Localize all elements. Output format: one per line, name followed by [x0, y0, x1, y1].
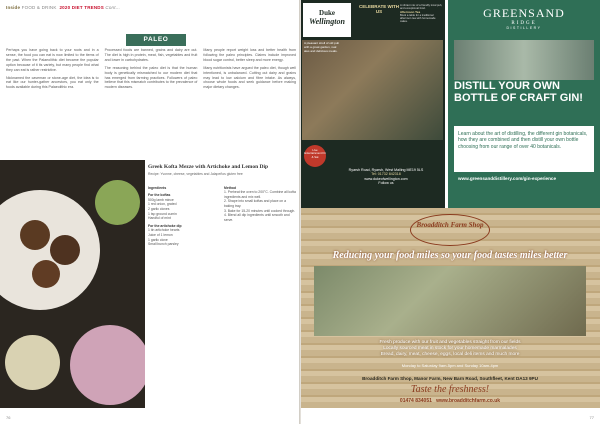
method-step: 4. Blend all dip ingredients until smooth and serve. — [224, 213, 290, 222]
ingredient-item: Small bunch parsley — [148, 242, 179, 247]
gin-website-link[interactable]: www.greensanddistillery.com/gin-experience — [458, 176, 557, 181]
recipe-source: Recipe: Yvonne, cheese, vegetables and Jalapeños gluten free — [148, 172, 243, 177]
herb-bowl — [95, 180, 140, 225]
duke-follow: Follow us — [378, 181, 394, 186]
ingredient-item: 1 red onion, grated — [148, 202, 177, 207]
ingredients-heading: Ingredients — [148, 185, 167, 190]
kofta-shape — [20, 220, 50, 250]
celebrate-heading: CELEBRATE WITH US — [359, 4, 399, 14]
farm-tagline: Taste the freshness! — [410, 384, 490, 395]
article-column-1 — [6, 48, 99, 173]
greensand-logo — [460, 2, 588, 38]
farm-contact — [300, 398, 600, 404]
article-column-2 — [105, 48, 198, 173]
header-year: 2020 — [59, 5, 71, 10]
farm-slogan: Reducing your food miles so your food tastes miles better — [332, 250, 568, 261]
duke-logo-line1: Duke — [319, 9, 335, 17]
recipe-method-column — [224, 183, 296, 247]
ingredient-item: Juice of 1 lemon — [148, 232, 173, 237]
duke-logo — [302, 2, 352, 38]
farm-features-list — [320, 340, 580, 358]
section-name: FOOD & DRINK — [21, 5, 57, 10]
method-step: 1. Preheat the oven to 200°C. Combine all kofta ingredients and mix well. — [224, 190, 296, 199]
farm-website[interactable]: www.broadditchfarm.co.uk — [436, 398, 501, 404]
page-header — [6, 5, 120, 10]
dip-bowl — [5, 335, 60, 390]
farm-feature: Bread, dairy, meat, cheese, eggs, local deli items and much more — [380, 352, 520, 357]
recipe-ingredients-column — [148, 183, 220, 247]
ingredient-item: 1 tin artichoke hearts — [148, 228, 180, 233]
article-paragraph: Perhaps you have going back to your roots and in a sense, the food you can eat is now limited to the items of the past. When the Palaeolithic diet became the popular option because of it its variety, but many people find what they can eat is rather restrictive. — [6, 48, 99, 72]
gin-headline: DISTILL YOUR OWN BOTTLE OF CRAFT GIN! — [454, 80, 583, 104]
article-paragraph: Nicknamed the caveman or stone-age diet, the idea is to eat like our hunter-gather ancestors, you eat only the foods available during this Palaeolithic era. — [6, 75, 99, 90]
duke-website[interactable]: www.dukeofwellington.com — [364, 176, 408, 181]
right-page — [300, 0, 600, 424]
page-number-right: 77 — [589, 415, 594, 420]
farm-feature: Locally sourced meat in stock for your homemade marmalades — [383, 346, 517, 351]
ingredient-item: 500g lamb mince — [148, 197, 174, 202]
dip-subheading: For the artichoke dip — [148, 223, 182, 228]
header-title-suffix: Cont... — [105, 5, 121, 10]
article-paragraph: Processed foods are banned, grains and dairy are out. The diet is high in protein, meat, fish, vegetables and fruit and lower in carbohydrates. — [104, 48, 198, 62]
gin-distillery: DISTILLERY — [506, 26, 542, 30]
farm-phone: 01474 834051 — [399, 398, 432, 404]
duke-description: A vibrant mix of a friendly local pub, and exceptional food. — [400, 4, 443, 11]
ingredient-item: 1 tsp ground cumin — [148, 211, 177, 216]
afternoon-tea-text: Book a table for a traditional afternoon tea with homemade cakes. — [400, 13, 436, 24]
gin-body-text: Learn about the art of distilling, the different gin botanicals, how they are combined and then distill your own bottle choosing from our range of over 40 botanicals. — [454, 126, 594, 172]
duke-phone: Tel: 01732 842318 — [371, 172, 401, 177]
duke-side-text: A pleasant stroll of old pub with a great garden, real ales and delicious meals. — [304, 41, 340, 53]
greensand-ridge-ad — [448, 0, 600, 210]
koftas-subheading: For the koftas — [148, 193, 171, 198]
ingredient-item: Handful of mint — [148, 216, 171, 221]
farm-address: Broadditch Farm Shop, Manor Farm, New Barn Road, Southfleet, Kent DA13 9PU — [362, 376, 538, 381]
kofta-shape — [32, 260, 60, 288]
farm-opening-hours: Monday to Saturday 9am-5pm and Sunday 10am-4pm — [401, 363, 499, 368]
gin-still-photo — [454, 40, 594, 80]
farm-shop-logo: Broadditch Farm Shop — [410, 214, 490, 246]
magazine-name: Inside — [6, 5, 21, 10]
header-title: DIET TRENDS — [71, 5, 104, 10]
article-paragraph: Many nutritionists have argued the paleo diet, though well intentioned, is unbalanced. Cutting out dairy and grains may lead to low calcium and fibre intake. As always, choose whole foods and seek guidance before making major dietary changes. — [203, 65, 297, 90]
duke-address: Ryarsh Road, Ryarsh, West Malling ME19 5LS — [348, 168, 424, 172]
broadditch-farm-ad — [300, 208, 600, 408]
method-step: 2. Shape into small koftas and place on a baking tray. — [224, 199, 287, 208]
article-paragraph: The reasoning behind the paleo diet is that the human body is genetically mismatched to our modern diet that has emerged from farming practices. Followers of paleo believe that this mismatch contributes to the prevalence of modern diseases. — [104, 65, 198, 90]
ingredient-item: 1 garlic clove — [148, 237, 168, 242]
live-entertainment-badge: Live Entertainment Fri & Sat — [304, 145, 326, 167]
gin-ridge: RIDGE — [511, 21, 537, 26]
article-columns — [6, 48, 296, 173]
gin-brand: GREENSAND — [483, 6, 565, 20]
kofta-shape — [50, 235, 80, 265]
duke-info — [400, 4, 444, 24]
recipe-box — [148, 164, 296, 408]
section-tag-paleo: PALEO — [126, 34, 186, 46]
method-heading: Method — [224, 185, 237, 190]
page-gutter — [299, 0, 301, 424]
farm-feature: Fresh produce with our fruit and vegetables straight from our fields — [379, 340, 521, 345]
afternoon-tea-title: Afternoon Tea — [400, 9, 421, 14]
method-step: 3. Bake for 15-20 minutes until cooked through. — [224, 208, 296, 213]
ingredient-item: 2 garlic cloves — [148, 206, 170, 211]
farm-shop-photo — [314, 266, 586, 336]
duke-contact — [330, 168, 442, 186]
recipe-title: Greek Kofta Mezze with Artichoke and Lemon Dip — [148, 164, 269, 170]
duke-logo-line2: Wellington — [309, 17, 345, 26]
onion-plate — [70, 325, 145, 405]
kofta-food-photo — [0, 160, 145, 408]
article-column-3 — [203, 48, 296, 173]
duke-of-wellington-ad — [300, 0, 445, 210]
article-paragraph: Many people report weight loss and better health from following the paleo principles. Claims include improved blood sugar control, better sleep and more energy. — [203, 48, 297, 62]
page-number-left: 76 — [6, 415, 11, 420]
